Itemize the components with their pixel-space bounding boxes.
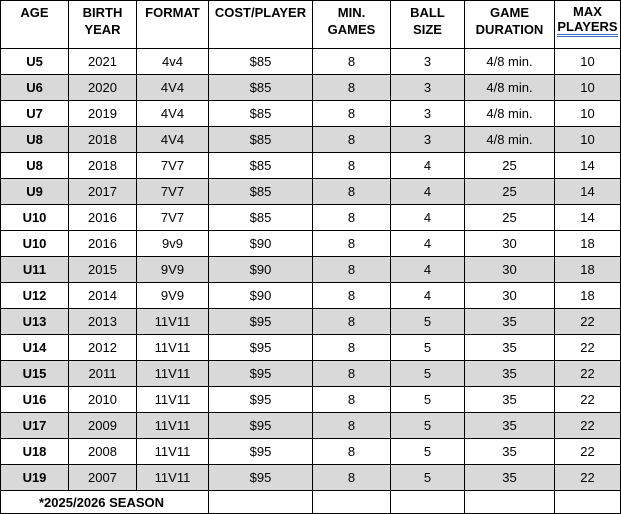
cell-max-players: 10 [555, 49, 621, 75]
cell-min-games: 8 [313, 179, 391, 205]
cell-min-games: 8 [313, 335, 391, 361]
cell-cost: $95 [209, 387, 313, 413]
header-max-players [555, 1, 621, 49]
cell-birth-year: 2014 [69, 283, 137, 309]
cell-format: 7V7 [137, 205, 209, 231]
table-row [1, 231, 621, 257]
cell-birth-year: 2008 [69, 439, 137, 465]
cell-birth-year: 2011 [69, 361, 137, 387]
cell-format: 7V7 [137, 153, 209, 179]
cell-max-players: 10 [555, 127, 621, 153]
cell-duration: 35 [465, 413, 555, 439]
table-row [1, 387, 621, 413]
cell-cost: $90 [209, 257, 313, 283]
cell-ball-size: 5 [391, 413, 465, 439]
cell-duration: 4/8 min. [465, 75, 555, 101]
cell-birth-year: 2018 [69, 153, 137, 179]
cell-birth-year: 2013 [69, 309, 137, 335]
cell-duration: 25 [465, 205, 555, 231]
table-row [1, 205, 621, 231]
cell-ball-size: 5 [391, 387, 465, 413]
cell-birth-year: 2012 [69, 335, 137, 361]
cell-min-games: 8 [313, 361, 391, 387]
table-row [1, 283, 621, 309]
cell-birth-year: 2017 [69, 179, 137, 205]
footnote-row [1, 491, 621, 514]
cell-age: U17 [1, 413, 69, 439]
footnote-empty-cell [391, 491, 465, 514]
cell-birth-year: 2010 [69, 387, 137, 413]
table-row [1, 101, 621, 127]
cell-format: 11V11 [137, 413, 209, 439]
table-body [1, 49, 621, 491]
cell-min-games: 8 [313, 439, 391, 465]
cell-duration: 30 [465, 283, 555, 309]
cell-cost: $95 [209, 413, 313, 439]
table-row [1, 127, 621, 153]
cell-age: U16 [1, 387, 69, 413]
cell-ball-size: 5 [391, 335, 465, 361]
table-row [1, 361, 621, 387]
cell-ball-size: 3 [391, 101, 465, 127]
cell-ball-size: 4 [391, 205, 465, 231]
cell-duration: 25 [465, 179, 555, 205]
cell-max-players: 22 [555, 309, 621, 335]
cell-cost: $85 [209, 205, 313, 231]
cell-duration: 30 [465, 257, 555, 283]
cell-birth-year: 2009 [69, 413, 137, 439]
cell-max-players: 22 [555, 439, 621, 465]
table-row [1, 439, 621, 465]
cell-birth-year: 2016 [69, 205, 137, 231]
cell-age: U15 [1, 361, 69, 387]
cell-format: 7V7 [137, 179, 209, 205]
cell-cost: $85 [209, 75, 313, 101]
cell-format: 11V11 [137, 465, 209, 491]
header-max-players-line1: MAX [573, 4, 602, 19]
cell-age: U12 [1, 283, 69, 309]
cell-ball-size: 3 [391, 127, 465, 153]
cell-age: U11 [1, 257, 69, 283]
cell-format: 9v9 [137, 231, 209, 257]
cell-max-players: 18 [555, 231, 621, 257]
cell-age: U14 [1, 335, 69, 361]
header-max-players-line2: PLAYERS [557, 19, 618, 34]
cell-ball-size: 4 [391, 257, 465, 283]
cell-cost: $85 [209, 101, 313, 127]
cell-cost: $95 [209, 361, 313, 387]
cell-ball-size: 5 [391, 361, 465, 387]
cell-duration: 35 [465, 387, 555, 413]
cell-min-games: 8 [313, 205, 391, 231]
cell-max-players: 18 [555, 257, 621, 283]
cell-ball-size: 3 [391, 49, 465, 75]
cell-birth-year: 2021 [69, 49, 137, 75]
cell-format: 4V4 [137, 127, 209, 153]
cell-ball-size: 4 [391, 153, 465, 179]
footnote-empty-cell [313, 491, 391, 514]
cell-cost: $85 [209, 153, 313, 179]
cell-age: U10 [1, 205, 69, 231]
cell-age: U10 [1, 231, 69, 257]
cell-max-players: 22 [555, 465, 621, 491]
cell-min-games: 8 [313, 101, 391, 127]
cell-min-games: 8 [313, 257, 391, 283]
cell-cost: $85 [209, 179, 313, 205]
cell-duration: 35 [465, 439, 555, 465]
cell-duration: 35 [465, 309, 555, 335]
cell-birth-year: 2016 [69, 231, 137, 257]
table-row [1, 49, 621, 75]
footnote-empty-cell [465, 491, 555, 514]
cell-min-games: 8 [313, 283, 391, 309]
cell-birth-year: 2019 [69, 101, 137, 127]
header-birth-year [69, 1, 137, 49]
cell-ball-size: 4 [391, 283, 465, 309]
cell-min-games: 8 [313, 231, 391, 257]
cell-max-players: 22 [555, 335, 621, 361]
header-game-duration [465, 1, 555, 49]
cell-birth-year: 2015 [69, 257, 137, 283]
table-row [1, 309, 621, 335]
cell-age: U19 [1, 465, 69, 491]
cell-max-players: 22 [555, 361, 621, 387]
cell-min-games: 8 [313, 127, 391, 153]
cell-cost: $95 [209, 335, 313, 361]
season-footnote: *2025/2026 SEASON [1, 491, 209, 514]
cell-age: U13 [1, 309, 69, 335]
header-min-games-line2: GAMES [327, 22, 376, 37]
table-row [1, 335, 621, 361]
cell-max-players: 14 [555, 205, 621, 231]
cell-format: 11V11 [137, 335, 209, 361]
cell-cost: $85 [209, 127, 313, 153]
header-cost: COST/PLAYER [209, 1, 313, 49]
cell-birth-year: 2007 [69, 465, 137, 491]
cell-max-players: 14 [555, 179, 621, 205]
cell-birth-year: 2020 [69, 75, 137, 101]
cell-cost: $95 [209, 465, 313, 491]
cell-max-players: 22 [555, 387, 621, 413]
cell-age: U6 [1, 75, 69, 101]
cell-format: 9V9 [137, 257, 209, 283]
table-row [1, 153, 621, 179]
cell-min-games: 8 [313, 49, 391, 75]
header-duration-line2: DURATION [475, 22, 544, 37]
header-birth-year-line2: YEAR [84, 22, 121, 37]
footnote-empty-cell [555, 491, 621, 514]
cell-age: U7 [1, 101, 69, 127]
cell-format: 11V11 [137, 439, 209, 465]
header-format: FORMAT [137, 1, 209, 49]
header-birth-year-line1: BIRTH [82, 5, 123, 20]
table-row [1, 179, 621, 205]
cell-cost: $95 [209, 439, 313, 465]
header-age: AGE [1, 1, 69, 49]
cell-ball-size: 5 [391, 465, 465, 491]
cell-age: U9 [1, 179, 69, 205]
cell-duration: 35 [465, 335, 555, 361]
cell-ball-size: 3 [391, 75, 465, 101]
cell-min-games: 8 [313, 387, 391, 413]
cell-cost: $85 [209, 49, 313, 75]
cell-max-players: 18 [555, 283, 621, 309]
cell-age: U18 [1, 439, 69, 465]
header-max-players-label [557, 4, 617, 37]
cell-format: 11V11 [137, 309, 209, 335]
cell-format: 4V4 [137, 101, 209, 127]
cell-max-players: 10 [555, 75, 621, 101]
table-row [1, 75, 621, 101]
cell-duration: 30 [465, 231, 555, 257]
cell-ball-size: 5 [391, 439, 465, 465]
cell-duration: 4/8 min. [465, 127, 555, 153]
cell-cost: $90 [209, 283, 313, 309]
table-row [1, 257, 621, 283]
cell-ball-size: 4 [391, 179, 465, 205]
cell-min-games: 8 [313, 309, 391, 335]
cell-duration: 25 [465, 153, 555, 179]
cell-format: 11V11 [137, 387, 209, 413]
cell-format: 4V4 [137, 75, 209, 101]
cell-age: U5 [1, 49, 69, 75]
cell-format: 9V9 [137, 283, 209, 309]
cell-max-players: 10 [555, 101, 621, 127]
header-ball-size [391, 1, 465, 49]
table-row [1, 465, 621, 491]
header-duration-line1: GAME [490, 5, 529, 20]
cell-min-games: 8 [313, 153, 391, 179]
cell-format: 4v4 [137, 49, 209, 75]
header-min-games-line1: MIN. [337, 5, 366, 20]
cell-format: 11V11 [137, 361, 209, 387]
cell-birth-year: 2018 [69, 127, 137, 153]
cell-ball-size: 4 [391, 231, 465, 257]
header-ball-size-line1: BALL [410, 5, 445, 20]
cell-cost: $95 [209, 309, 313, 335]
header-row [1, 1, 621, 49]
cell-age: U8 [1, 153, 69, 179]
footnote-empty-cell [209, 491, 313, 514]
cell-min-games: 8 [313, 413, 391, 439]
cell-age: U8 [1, 127, 69, 153]
cell-duration: 4/8 min. [465, 49, 555, 75]
table-row [1, 413, 621, 439]
cell-duration: 4/8 min. [465, 101, 555, 127]
cell-duration: 35 [465, 465, 555, 491]
cell-ball-size: 5 [391, 309, 465, 335]
cell-min-games: 8 [313, 465, 391, 491]
header-ball-size-line2: SIZE [413, 22, 442, 37]
cell-duration: 35 [465, 361, 555, 387]
cell-min-games: 8 [313, 75, 391, 101]
cell-max-players: 14 [555, 153, 621, 179]
cell-max-players: 22 [555, 413, 621, 439]
header-min-games [313, 1, 391, 49]
cell-cost: $90 [209, 231, 313, 257]
